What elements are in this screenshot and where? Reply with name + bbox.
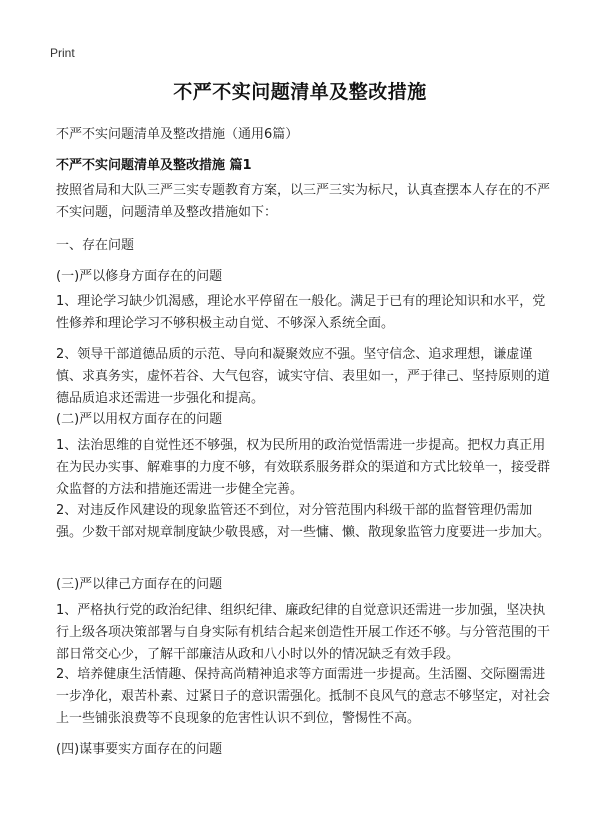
print-link[interactable]: Print bbox=[50, 46, 75, 60]
subsection-1-paragraph-1: 1、理论学习缺少饥渴感，理论水平停留在一般化。满足于已有的理论知识和水平，党性修养和理论学习不够积极主动自觉、不够深入系统全面。 bbox=[56, 294, 546, 331]
document-subtitle: 不严不实问题清单及整改措施（通用6篇） bbox=[56, 127, 299, 142]
part-one-heading: 一、存在问题 bbox=[56, 238, 135, 253]
section-title: 不严不实问题清单及整改措施 篇1 bbox=[56, 158, 252, 173]
subsection-2-paragraph-1: 1、法治思维的自觉性还不够强，权为民所用的政治觉悟需进一步提高。把权力真正用在为民办实事、解难事的力度不够，有效联系服务群众的渠道和方式比较单一，接受群众监督的方法和措施还需进一步健全完善。 bbox=[56, 438, 551, 497]
subsection-2-paragraph-2: 2、对违反作风建设的现象监管还不到位，对分管范围内科级干部的监督管理仍需加强。少数干部对规章制度缺少敬畏感，对一些慵、懒、散现象监管力度要进一步加大。 bbox=[56, 503, 551, 540]
subsection-4-heading: (四)谋事要实方面存在的问题 bbox=[56, 742, 223, 757]
subsection-3-paragraph-1: 1、严格执行党的政治纪律、组织纪律、廉政纪律的自觉意识还需进一步加强，坚决执行上级各项决策部署与自身实际有机结合起来创造性开展工作还不够。与分管范围的干部日常交心少，了解干部廉洁从政和八小时以外的情况缺乏有效手段。 bbox=[56, 603, 551, 662]
subsection-3-heading: (三)严以律己方面存在的问题 bbox=[56, 577, 223, 592]
page-title: 不严不实问题清单及整改措施 bbox=[173, 81, 427, 103]
subsection-2-heading: (二)严以用权方面存在的问题 bbox=[56, 412, 223, 427]
subsection-1-heading: (一)严以修身方面存在的问题 bbox=[56, 269, 223, 284]
subsection-1-paragraph-2: 2、领导干部道德品质的示范、导向和凝聚效应不强。坚守信念、追求理想，谦虚谨慎、求真务实，虚怀若谷、大气包容，诚实守信、表里如一，严于律己、坚持原则的道德品质追求还需进一步强化和提高。 bbox=[56, 347, 551, 406]
intro-paragraph: 按照省局和大队三严三实专题教育方案，以三严三实为标尺，认真查摆本人存在的不严不实问题，问题清单及整改措施如下： bbox=[56, 183, 551, 220]
subsection-3-paragraph-2: 2、培养健康生活情趣、保持高尚精神追求等方面需进一步提高。生活圈、交际圈需进一步净化，艰苦朴素、过紧日子的意识需强化。抵制不良风气的意志不够坚定，对社会上一些铺张浪费等不良现象的危害性认识不到位，警惕性不高。 bbox=[56, 667, 551, 726]
